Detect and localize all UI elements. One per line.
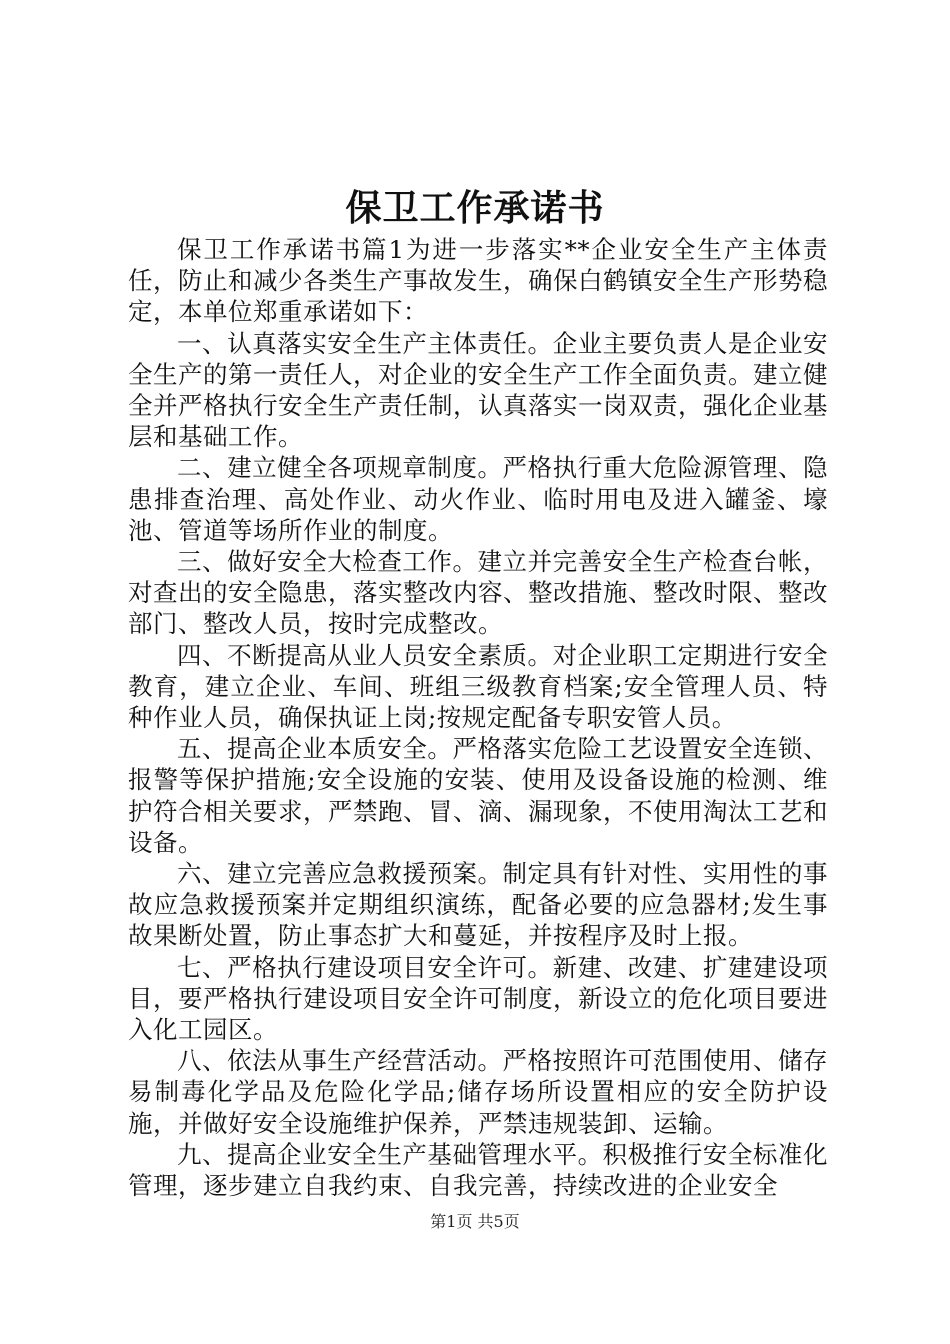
paragraph-4: 四、不断提高从业人员安全素质。对企业职工定期进行安全教育，建立企业、车间、班组三级教育档案;安全管理人员、特种作业人员，确保执证上岗;按规定配备专职安管人员。 xyxy=(128,640,828,733)
paragraph-6: 六、建立完善应急救援预案。制定具有针对性、实用性的事故应急救援预案并定期组织演练，配备必要的应急器材;发生事故果断处置，防止事态扩大和蔓延，并按程序及时上报。 xyxy=(128,859,828,951)
document-title: 保卫工作承诺书 xyxy=(345,187,605,229)
paragraph-intro: 保卫工作承诺书篇1为进一步落实**企业安全生产主体责任，防止和减少各类生产事故发生，确保白鹤镇安全生产形势稳定，本单位郑重承诺如下： xyxy=(128,235,828,327)
paragraph-1: 一、认真落实安全生产主体责任。企业主要负责人是企业安全生产的第一责任人，对企业的安全生产工作全面负责。建立健全并严格执行安全生产责任制，认真落实一岗双责，强化企业基层和基础工作。 xyxy=(128,328,828,452)
page-number-footer: 第1页 共5页 xyxy=(430,1212,520,1231)
paragraph-9: 九、提高企业安全生产基础管理水平。积极推行安全标准化管理，逐步建立自我约束、自我完善，持续改进的企业安全 xyxy=(128,1139,828,1201)
paragraph-8: 八、依法从事生产经营活动。严格按照许可范围使用、储存易制毒化学品及危险化学品;储存场所设置相应的安全防护设施，并做好安全设施维护保养，严禁违规装卸、运输。 xyxy=(128,1046,828,1138)
paragraph-7: 七、严格执行建设项目安全许可。新建、改建、扩建建设项目，要严格执行建设项目安全许可制度，新设立的危化项目要进入化工园区。 xyxy=(128,952,828,1045)
paragraph-2: 二、建立健全各项规章制度。严格执行重大危险源管理、隐患排查治理、高处作业、动火作业、临时用电及进入罐釜、壕池、管道等场所作业的制度。 xyxy=(128,453,828,545)
paragraph-5: 五、提高企业本质安全。严格落实危险工艺设置安全连锁、报警等保护措施;安全设施的安装、使用及设备设施的检测、维护符合相关要求，严禁跑、冒、滴、漏现象，不使用淘汰工艺和设备。 xyxy=(128,734,828,857)
paragraph-3: 三、做好安全大检查工作。建立并完善安全生产检查台帐，对查出的安全隐患，落实整改内容、整改措施、整改时限、整改部门、整改人员，按时完成整改。 xyxy=(128,547,828,639)
document-body xyxy=(128,234,828,1201)
